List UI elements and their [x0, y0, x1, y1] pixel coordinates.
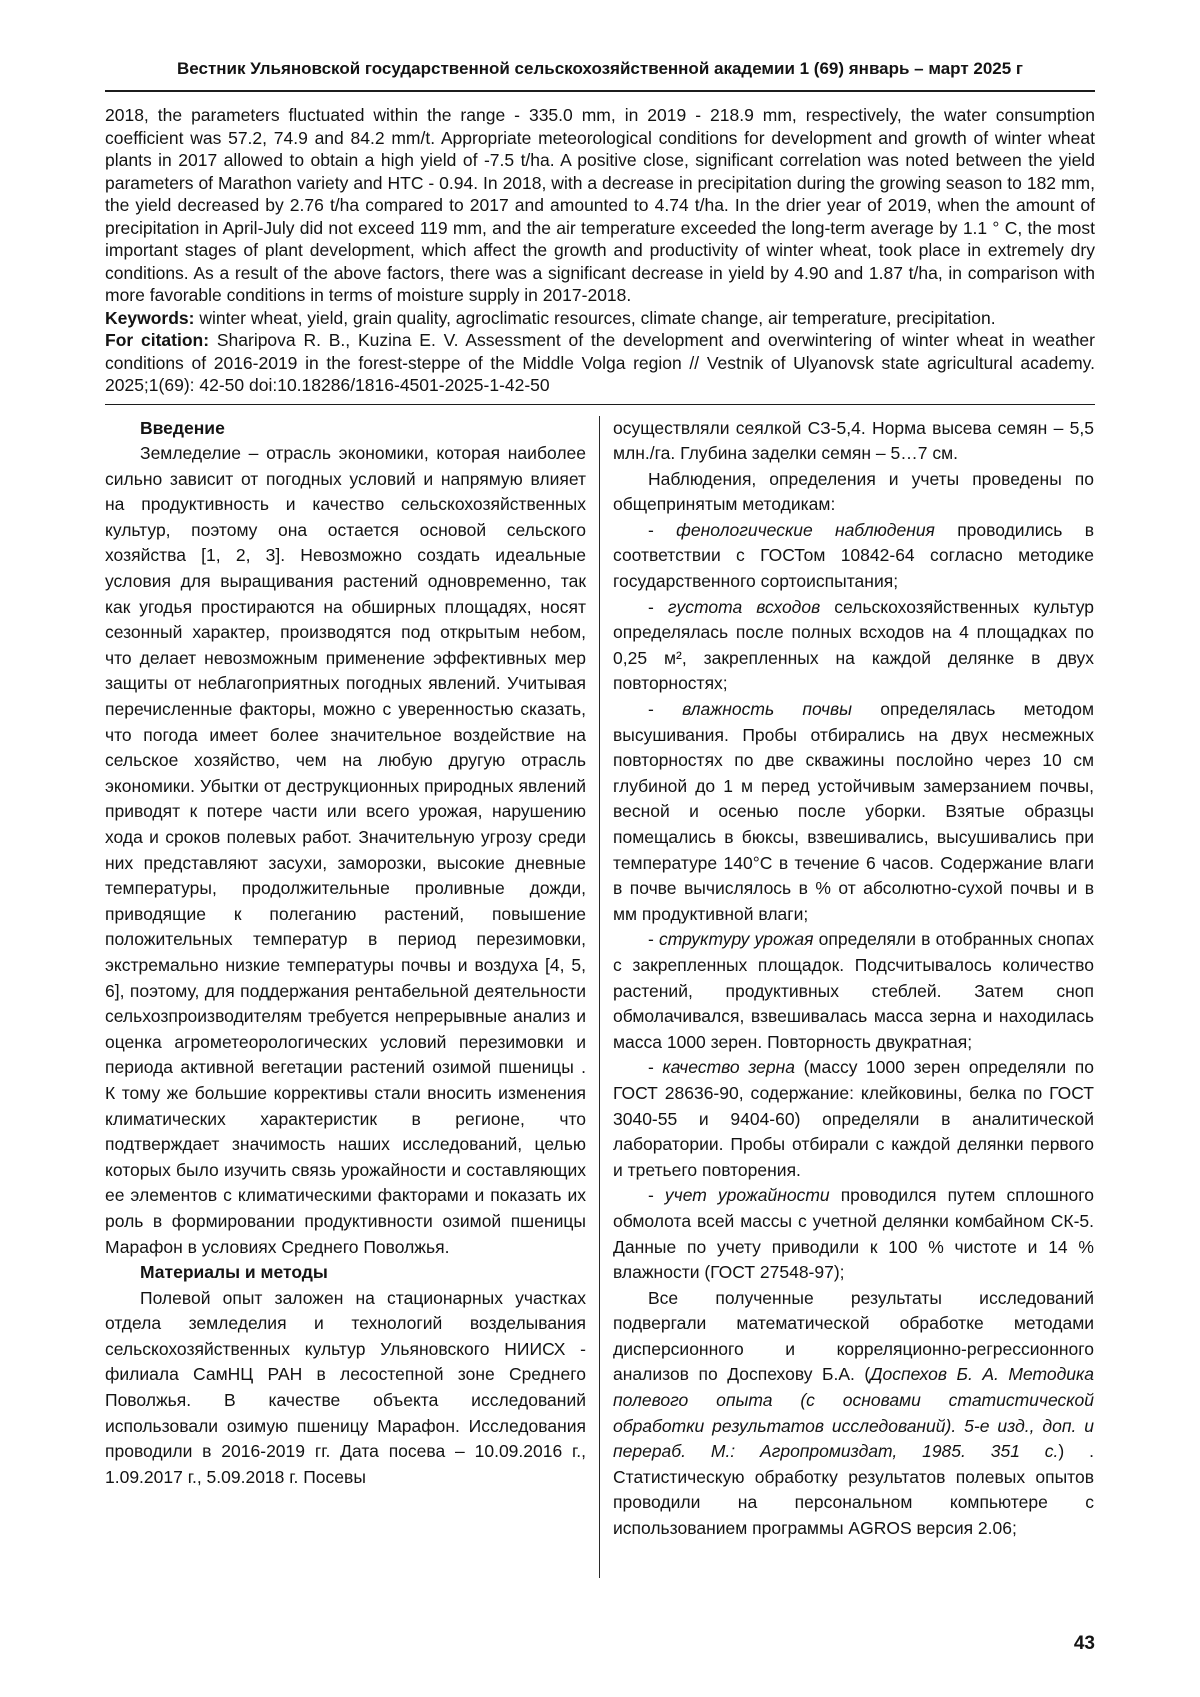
- paragraph: [613, 416, 1094, 467]
- text-run: определяли в отобранных снопах с закрепленных площадок. Подсчитывалось количество растений, продуктивных стеблей. Затем сноп обмолачивался, взвешивалась масса зерна и находилась масса 1000 зерен. Повторность двукратная;: [613, 929, 1094, 1052]
- citation-text: Sharipova R. B., Kuzina E. V. Assessment of the development and overwintering of winter wheat in weather conditions of 2016-2019 in the forest-steppe of the Middle Volga region // Vestnik of Ulyanovsk state agricultural academy. 2025;1(69): 42-50 doi:10.18286/1816-4501-2025-1-42-50: [105, 330, 1095, 395]
- text-run: -: [648, 929, 660, 950]
- text-run: Все полученные результаты исследований подвергали математической обработке методами дисперсионного и корреляционно-регрессионного анализов по Доспехову Б.А. (: [613, 1287, 1094, 1385]
- text-run: определялась методом высушивания. Пробы отбирались на двух несмежных повторностях по две скважины послойно через 10 см глубиной до 1 м перед устойчивым замерзанием почвы, весной и осенью после уборки. Взятые образцы помещались в бюксы, взвешивались, высушивались при температуре 140°С в течение 6 часов. Содержание влаги в почве вычислялось в % от абсолютно-сухой почвы и в мм продуктивной влаги;: [613, 699, 1094, 924]
- text-run: (массу 1000 зерен определяли по ГОСТ 28636-90, содержание: клейковины, белка по ГОСТ 3040-55 и 9404-60) определяли в аналитической лаборатории. Пробы отбирали с каждой делянки первого и третьего повторения.: [613, 1057, 1094, 1180]
- keywords-line: [105, 307, 1095, 330]
- paragraph: [613, 1183, 1094, 1285]
- journal-header-title: Вестник Ульяновской государственной сельскохозяйственной академии 1 (69) январь – март 2025 г: [176, 59, 1023, 78]
- keywords-label: Keywords:: [105, 307, 195, 328]
- right-column: [613, 416, 1094, 1578]
- text-run: Наблюдения, определения и учеты проведены по общепринятым методикам:: [613, 468, 1094, 515]
- page-number: 43: [1073, 1633, 1095, 1654]
- citation-line: [105, 329, 1095, 397]
- section-heading: Материалы и методы: [140, 1262, 328, 1283]
- keywords-text: winter wheat, yield, grain quality, agroclimatic resources, climate change, air temperature, precipitation.: [194, 307, 996, 328]
- text-run: проводился путем сплошного обмолота всей массы с учетной делянки комбайном СК-5. Данные по учету приводили к 100 % чистоте и 14 % влажности (ГОСТ 27548-97);: [613, 1185, 1094, 1283]
- paragraph: [105, 1286, 586, 1491]
- italic-text-run: густота всходов: [667, 596, 821, 617]
- italic-text-run: учет урожайности: [664, 1185, 830, 1206]
- text-run: -: [648, 1057, 663, 1078]
- paragraph: [613, 595, 1094, 697]
- paragraph: [613, 467, 1094, 518]
- header-rule: [105, 90, 1095, 92]
- text-run: Полевой опыт заложен на стационарных участках отдела земледелия и технологий возделывания сельскохозяйственных культур Ульяновского НИИСХ - филиала СамНЦ РАН в лесостепной зоне Среднего Поволжья. В качестве объекта исследований использовали озимую пшеницу Марафон. Исследования проводили в 2016-2019 гг. Дата посева – 10.09.2016 г., 1.09.2017 г., 5.09.2018 г. Посевы: [105, 1287, 586, 1487]
- text-run: проводились в соответствии с ГОСТом 10842-64 согласно методике государственного сортоиспытания;: [613, 519, 1094, 592]
- abstract-text: 2018, the parameters fluctuated within the range - 335.0 mm, in 2019 - 218.9 mm, respectively, the water consumption coefficient was 57.2, 74.9 and 84.2 mm/t. Appropriate meteorological conditions for development and growth of winter wheat plants in 2017 allowed to obtain a high yield of -7.5 t/ha. A positive close, significant correlation was noted between the yield parameters of Marathon variety and HTC - 0.94. In 2018, with a decrease in precipitation during the growing season to 182 mm, the yield decreased by 2.76 t/ha compared to 2017 and amounted to 4.74 t/ha. In the drier year of 2019, when the amount of precipitation in April-July did not exceed 119 mm, and the air temperature exceeded the long-term average by 1.1 ° C, the most important stages of plant development, which affect the growth and productivity of winter wheat, took place in extremely dry conditions. As a result of the above factors, there was a significant decrease in yield by 4.90 and 1.87 t/ha, in comparison with more favorable conditions in terms of moisture supply in 2017-2018.: [105, 105, 1095, 305]
- italic-text-run: структуру урожая: [659, 929, 814, 950]
- text-run: Земледелие – отрасль экономики, которая наиболее сильно зависит от погодных условий и напрямую влияет на продуктивность и качество сельскохозяйственных культур, поэтому она остается основой сельского хозяйства [1, 2, 3]. Невозможно создать идеальные условия для выращивания растений одновременно, так как угодья простираются на обширных площадях, носят сезонный характер, производятся под открытым небом, что делает невозможным применение эффективных мер защиты от неблагоприятных погодных явлений. Учитывая перечисленные факторы, можно с уверенностью сказать, что погода имеет более значительное воздействие на сельское хозяйство, чем на любую другую отрасль экономики. Убытки от деструкционных природных явлений приводят к потере части или всего урожая, нарушению хода и сроков полевых работ. Значительную угрозу среди них представляют засухи, заморозки, высокие дневные температуры, продолжительные проливные дожди, приводящие к полеганию растений, повышение положительных температур в период перезимовки, экстремально низкие температуры почвы и воздуха [4, 5, 6], поэтому, для поддержания рентабельной деятельности сельхозпроизводителям требуется непрерывные анализ и оценка агрометеорологических условий перезимовки и периода активной вегетации растений озимой пшеницы . К тому же большие коррективы стали вносить изменения климатических характеристик в регионе, что подтверждает значимость наших исследований, целью которых было изучить связь урожайности и составляющих ее элементов с климатическими факторами и показать их роль в формировании продуктивности озимой пшеницы Марафон в условиях Среднего Поволжья.: [105, 443, 586, 1257]
- italic-text-run: Доспехов Б. А. Методика полевого опыта (с основами статистической обработки результатов исследований). 5-е изд., доп. и перераб. М.: Агропромиздат, 1985. 351 с.: [613, 1364, 1094, 1462]
- section-divider-rule: [105, 404, 1095, 405]
- paragraph: [613, 697, 1094, 927]
- two-column-body: [105, 416, 1095, 1578]
- paragraph: [613, 1055, 1094, 1183]
- text-run: -: [648, 699, 683, 720]
- text-run: -: [648, 596, 668, 617]
- text-run: сельскохозяйственных культур определялась после полных всходов на 4 площадках по 0,25 м², закрепленных на каждой делянке в двух повторностях;: [613, 596, 1094, 694]
- text-run: -: [648, 519, 677, 540]
- left-column: [105, 416, 586, 1578]
- citation-label: For citation:: [105, 330, 210, 350]
- paragraph: [613, 1286, 1094, 1542]
- paragraph: [105, 441, 586, 1260]
- section-heading: Введение: [140, 417, 225, 438]
- paragraph: [613, 518, 1094, 595]
- paragraph: [613, 927, 1094, 1055]
- column-divider-line: [599, 416, 600, 1578]
- italic-text-run: влажность почвы: [682, 699, 853, 720]
- abstract-block: [105, 104, 1095, 397]
- text-run: осуществляли сеялкой СЗ-5,4. Норма высева семян – 5,5 млн./га. Глубина заделки семян – 5…7 см.: [613, 417, 1094, 464]
- italic-text-run: фенологические наблюдения: [676, 519, 935, 540]
- text-run: ) . Статистическую обработку результатов полевых опытов проводили на персональном компьютере с использованием программы AGROS версия 2.06;: [613, 1441, 1094, 1539]
- text-run: -: [648, 1185, 665, 1206]
- italic-text-run: качество зерна: [662, 1057, 796, 1078]
